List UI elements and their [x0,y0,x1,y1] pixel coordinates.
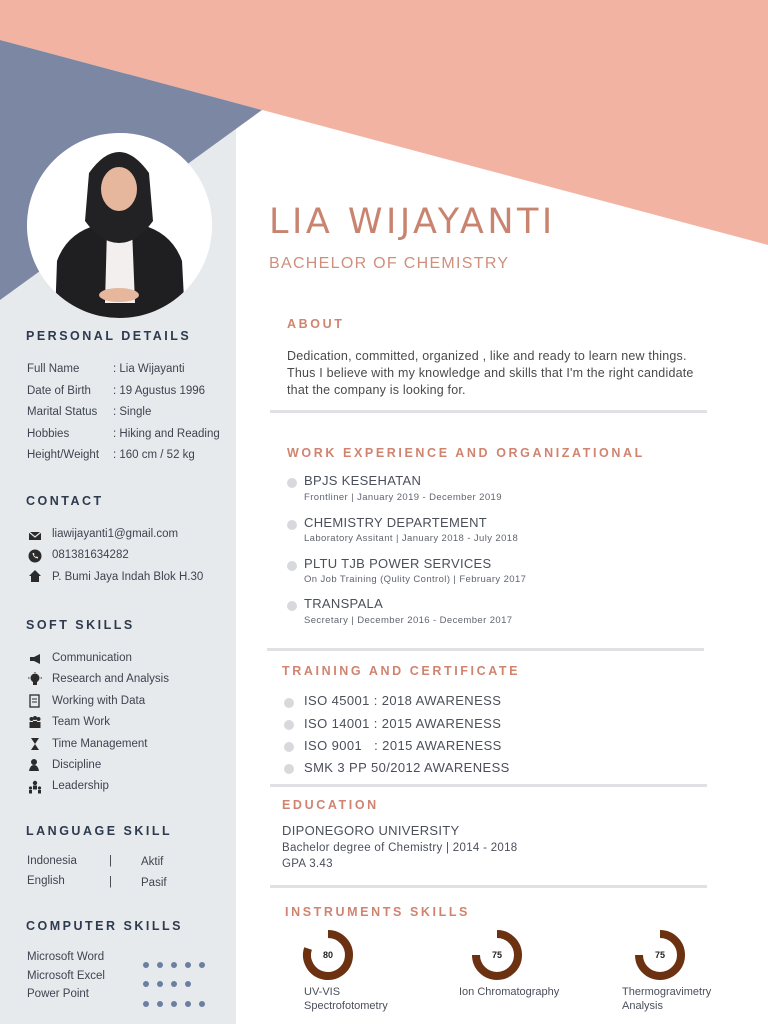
hourglass-icon [28,737,42,751]
personal-label: Full Name [27,363,80,375]
level-dot [143,1001,149,1007]
section-divider [270,410,707,413]
job-title: PLTU TJB POWER SERVICES [304,556,492,571]
language-level: Pasif [141,877,167,889]
soft-skill-item: Communication [52,652,132,664]
level-dot [199,962,205,968]
level-dot [185,981,191,987]
level-dot [171,1001,177,1007]
job-title: BPJS KESEHATAN [304,473,422,488]
level-dot [199,1001,205,1007]
contact-phone[interactable]: 081381634282 [52,549,129,561]
personal-value: : 19 Agustus 1996 [113,385,206,397]
bullet-icon [284,764,294,774]
instrument-label: UV-VIS Spectrofotometry [304,986,388,1012]
certificate-item: SMK 3 PP 50/2012 AWARENESS [304,760,510,775]
soft-skill-item: Discipline [52,759,102,771]
training-title: TRAINING AND CERTIFICATE [282,664,521,678]
personal-details-title: PERSONAL DETAILS [26,329,192,343]
skill-level-dots [143,994,213,1012]
level-dot [171,962,177,968]
megaphone-icon [28,652,42,666]
certificate-item: ISO 14001 : 2015 AWARENESS [304,716,502,731]
personal-label: Height/Weight [27,449,100,461]
level-dot [185,962,191,968]
level-dot [157,962,163,968]
gauge-value: 75 [654,950,666,960]
gauge-value: 75 [491,950,503,960]
personal-label: Marital Status [27,406,98,418]
job-detail: Secretary | December 2016 - December 2017 [304,615,513,626]
contact-email[interactable]: liawijayanti1@gmail.com [52,528,179,540]
leader-icon [28,780,42,794]
personal-value: : Hiking and Reading [113,428,220,440]
instrument-label: Ion Chromatography [459,986,560,998]
soft-skill-item: Time Management [52,738,148,750]
job-title: CHEMISTRY DEPARTEMENT [304,515,488,530]
language-level: Aktif [141,856,164,868]
level-dot [157,1001,163,1007]
person-icon [28,758,42,772]
phone-icon [28,549,42,563]
certificate-item: ISO 9001 : 2015 AWARENESS [304,738,502,753]
candidate-degree: BACHELOR OF CHEMISTRY [269,255,510,272]
section-divider [270,885,707,888]
instrument-label: Thermogravimetry Analysis [622,986,712,1012]
bullet-icon [284,742,294,752]
level-dot [185,1001,191,1007]
bullet-icon [284,720,294,730]
lightbulb-icon [28,672,42,686]
computer-skill-label: Microsoft Word [27,951,105,963]
instruments-title: INSTRUMENTS SKILLS [285,905,470,919]
language-skill-title: LANGUAGE SKILL [26,824,173,838]
job-detail: On Job Training (Qulity Control) | February 2017 [304,574,527,585]
contact-title: CONTACT [26,494,104,508]
language-name: English [27,875,65,887]
home-icon [28,569,42,583]
level-dot [171,981,177,987]
gauge-value: 80 [322,950,334,960]
personal-value: : 160 cm / 52 kg [113,449,195,461]
bullet-icon [284,698,294,708]
bullet-icon [287,520,297,530]
personal-value: : Single [113,406,152,418]
job-detail: Frontliner | January 2019 - December 2019 [304,492,502,503]
job-title: TRANSPALA [304,596,384,611]
soft-skill-item: Team Work [52,716,110,728]
contact-address: P. Bumi Jaya Indah Blok H.30 [52,571,204,583]
bullet-icon [287,561,297,571]
soft-skill-item: Leadership [52,780,109,792]
language-separator: | [109,876,112,888]
soft-skill-item: Working with Data [52,695,146,707]
education-title: EDUCATION [282,798,379,812]
about-text: Dedication, committed, organized , like and ready to learn new things. Thus I believe with my knowledge and skills that I'm the right candidate that the company is looking for. [287,349,694,397]
language-name: Indonesia [27,855,77,867]
skill-level-dots [143,974,199,992]
soft-skill-item: Research and Analysis [52,673,169,685]
candidate-name: LIA WIJAYANTI [269,202,556,242]
education-degree: Bachelor degree of Chemistry | 2014 - 2018 [282,842,518,854]
document-icon [28,694,42,708]
computer-skills-title: COMPUTER SKILLS [26,919,183,933]
section-divider [270,784,707,787]
email-icon [28,529,42,543]
certificate-item: ISO 45001 : 2018 AWARENESS [304,693,502,708]
skill-level-dots [143,955,213,973]
personal-label: Date of Birth [27,385,91,397]
job-detail: Laboratory Assitant | January 2018 - July 2018 [304,533,519,544]
work-experience-title: WORK EXPERIENCE AND ORGANIZATIONAL [287,446,645,460]
personal-value: : Lia Wijayanti [113,363,185,375]
level-dot [157,981,163,987]
profile-photo [27,133,212,318]
level-dot [143,962,149,968]
education-gpa: GPA 3.43 [282,858,333,870]
bullet-icon [287,478,297,488]
level-dot [143,981,149,987]
language-separator: | [109,855,112,867]
team-icon [28,715,42,729]
about-title: ABOUT [287,317,345,331]
personal-label: Hobbies [27,428,70,440]
bullet-icon [287,601,297,611]
section-divider [267,648,704,651]
computer-skill-label: Microsoft Excel [27,970,105,982]
computer-skill-label: Power Point [27,988,90,1000]
education-school: DIPONEGORO UNIVERSITY [282,823,460,838]
soft-skills-title: SOFT SKILLS [26,618,135,632]
